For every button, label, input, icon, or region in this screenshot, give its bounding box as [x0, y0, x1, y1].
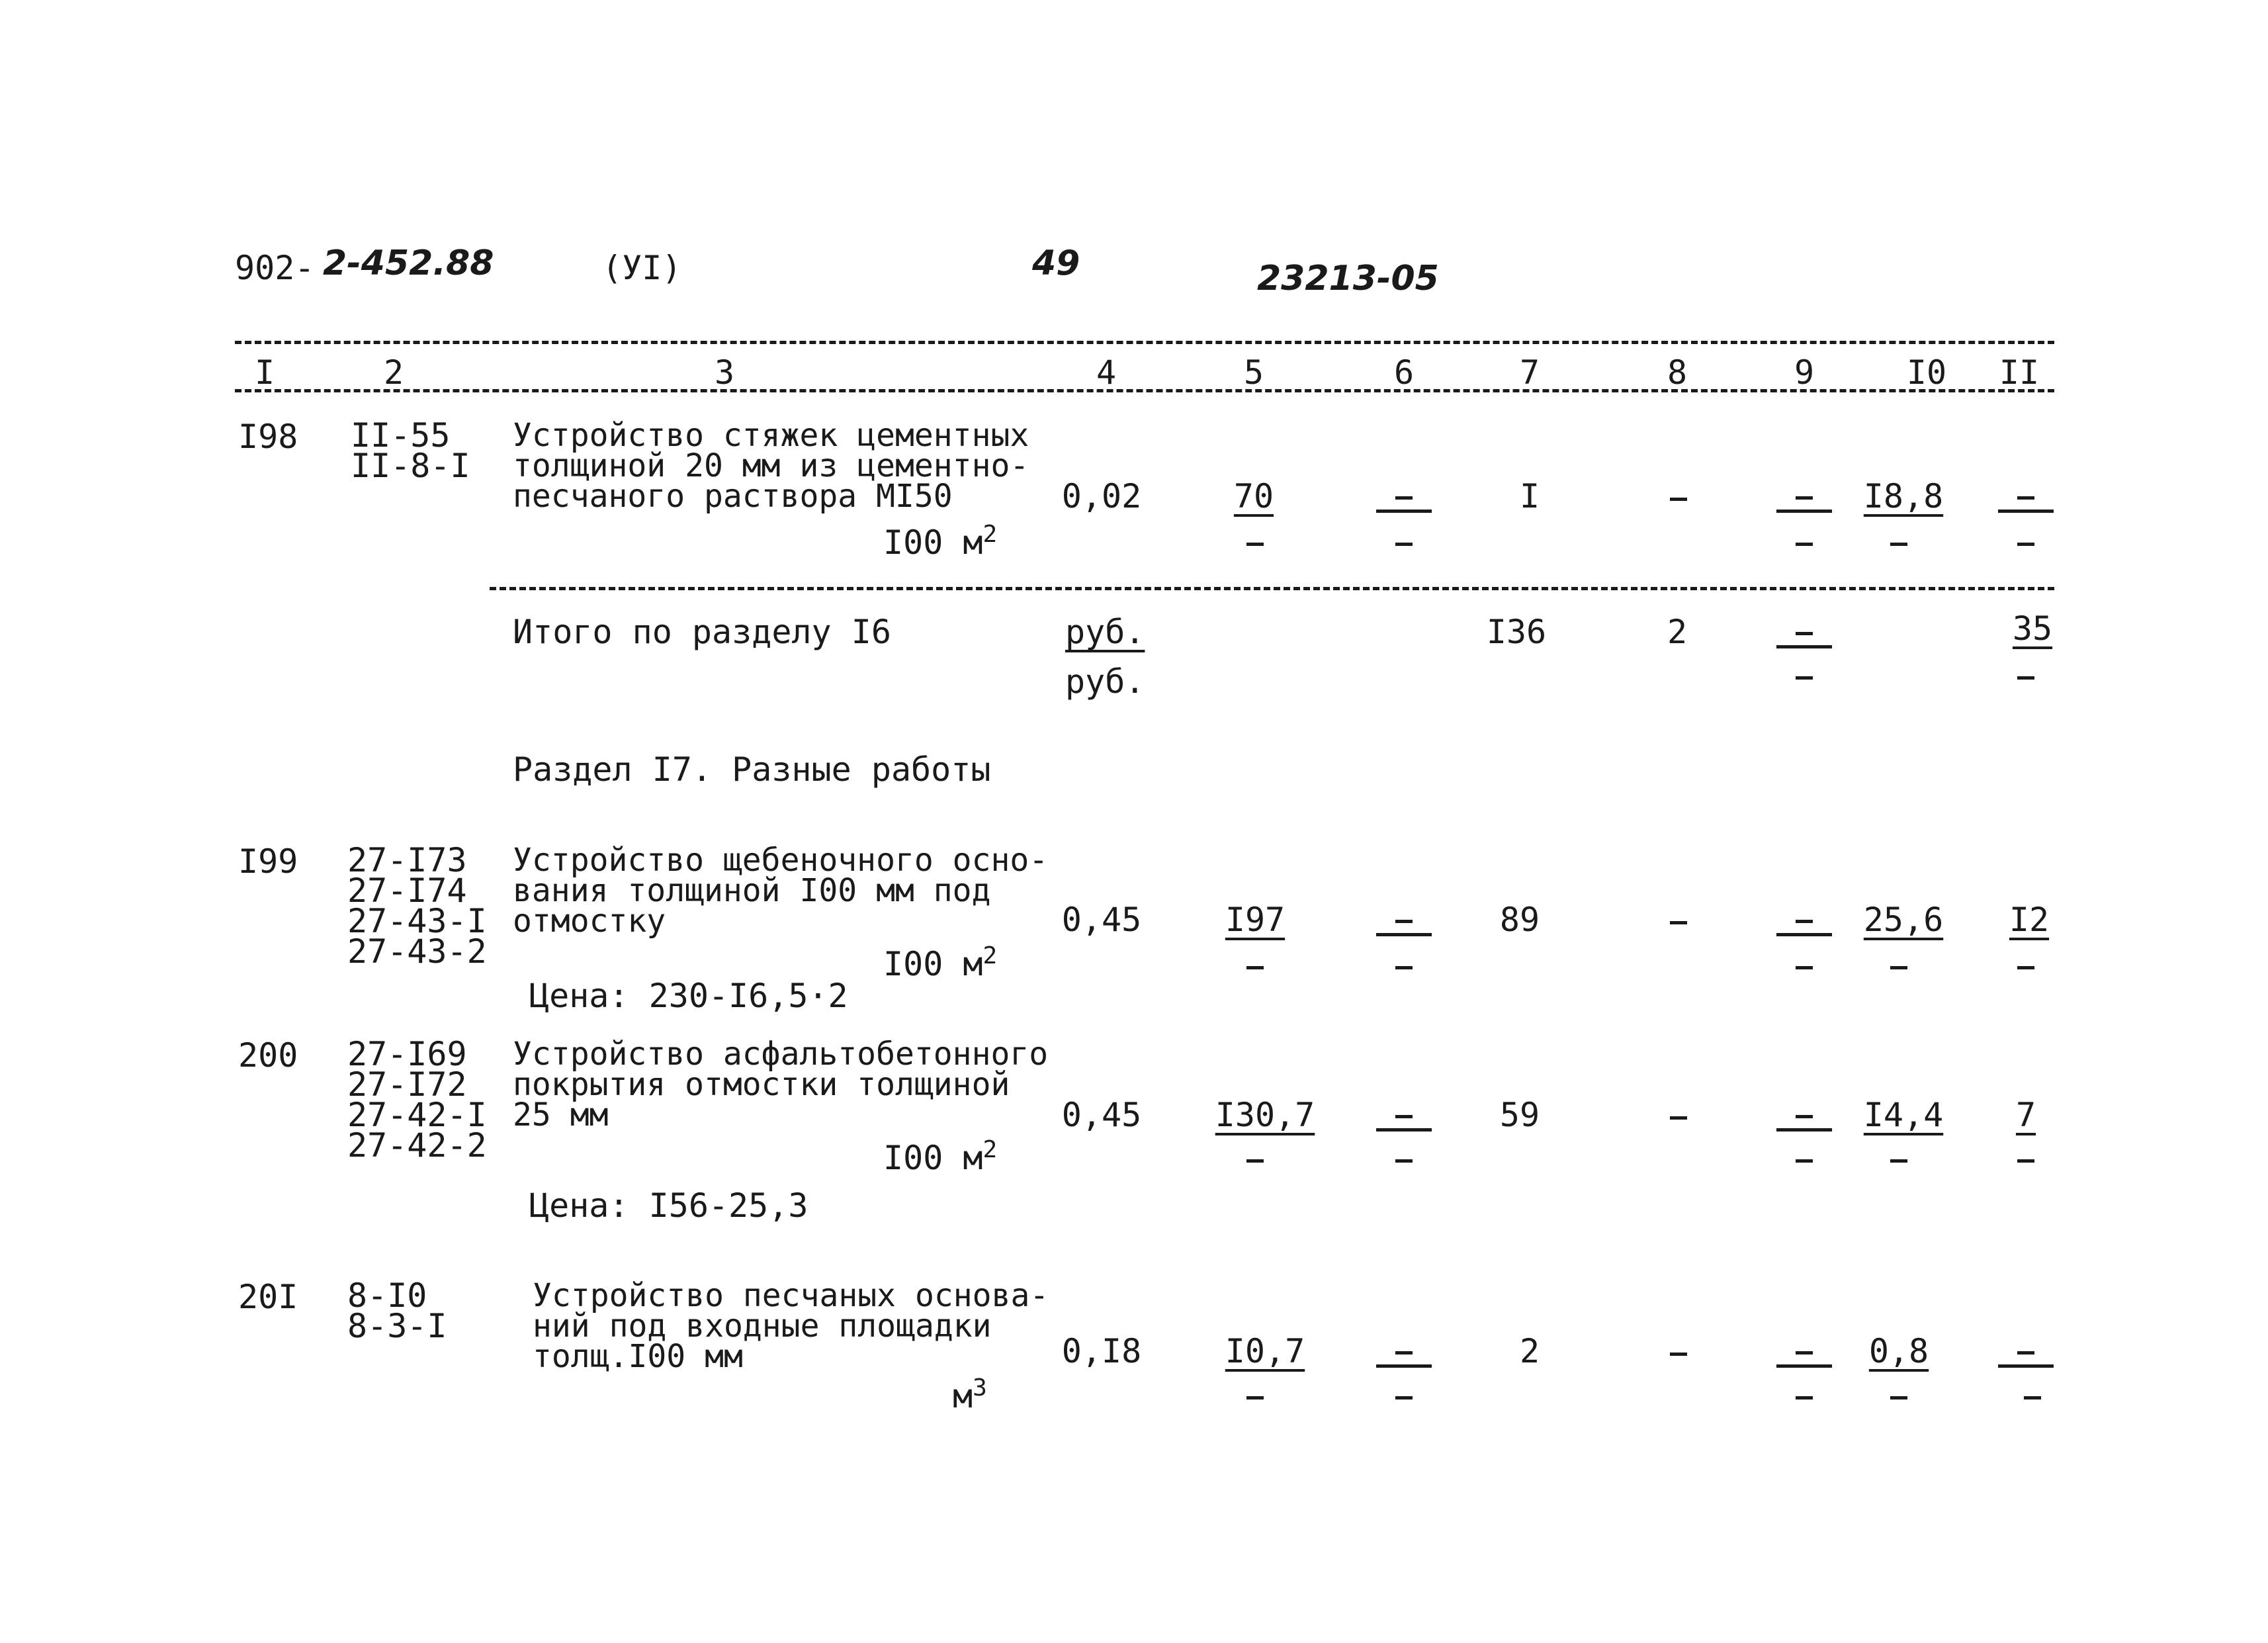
unit-label: I00 $м^2$ [883, 942, 998, 983]
column-5-dash [1246, 1396, 1264, 1399]
description-line: 25 мм [513, 1096, 609, 1133]
column-10-dash [1890, 1159, 1907, 1163]
column-9-fraction-bar [1776, 1364, 1832, 1368]
column-header-1: I [254, 353, 275, 392]
total-column-11-dash [2017, 676, 2034, 680]
column-11-dash [2017, 543, 2034, 546]
column-9-fraction-bar [1776, 510, 1832, 513]
column-5-dash [1246, 543, 1264, 546]
description-line: толщиной 20 мм из цементно- [513, 447, 1029, 484]
column-header-8: 8 [1667, 353, 1688, 392]
code-line: 27-I69 [347, 1035, 467, 1073]
column-header-7: 7 [1519, 353, 1540, 392]
column-6-fraction-bar [1376, 1364, 1432, 1368]
column-header-9: 9 [1794, 353, 1815, 392]
column-8-dash [1670, 498, 1687, 501]
column-9-dash [1796, 1159, 1813, 1163]
column-6-fraction-bar [1376, 1128, 1432, 1132]
volume-label: (УI) [602, 249, 682, 287]
total-column-8: 2 [1667, 613, 1688, 651]
column-8-dash [1670, 921, 1687, 924]
code-line: 8-3-I [347, 1307, 447, 1345]
price-note: Цена: 230-I6,5·2 [529, 977, 848, 1015]
header-bottom-rule [235, 389, 2054, 392]
header-top-rule [235, 341, 2054, 344]
column-11-dash [2017, 496, 2034, 500]
unit-label: $м^3$ [953, 1374, 987, 1415]
code-line: 27-42-2 [347, 1126, 487, 1165]
column-6-dash [1395, 1115, 1413, 1118]
column-11-value: 7 [2015, 1096, 2036, 1134]
column-5-value: I30,7 [1215, 1096, 1315, 1134]
column-header-5: 5 [1243, 353, 1264, 392]
code-line: 27-43-2 [347, 932, 487, 971]
description-line: отмостку [513, 903, 666, 940]
column-6-fraction-bar [1376, 933, 1432, 936]
column-10-dash [1890, 543, 1907, 546]
column-7-value: 89 [1499, 901, 1540, 939]
column-9-dash [1796, 496, 1813, 500]
column-9-dash [1796, 1351, 1813, 1354]
code-line: 27-I73 [347, 841, 467, 879]
description-line: вания толщиной I00 мм под [513, 872, 991, 909]
column-5-value: I97 [1225, 901, 1286, 939]
column-6-dash [1395, 1351, 1413, 1354]
column-header-4: 4 [1096, 353, 1117, 392]
price-note: Цена: I56-25,3 [529, 1186, 808, 1225]
column-6-dash [1395, 1159, 1413, 1163]
description-line: толщ.I00 мм [533, 1338, 743, 1375]
quantity-value: 0,I8 [1061, 1332, 1142, 1370]
column-11-dash [2017, 1159, 2034, 1163]
description-line: Устройство щебеночного осно- [513, 842, 1049, 879]
total-column-7: I36 [1486, 613, 1547, 651]
quantity-value: 0,02 [1061, 477, 1142, 515]
series-number-handwritten: 2-452.88 [323, 244, 494, 283]
column-6-dash [1395, 1396, 1413, 1399]
quantity-value: 0,45 [1061, 901, 1142, 939]
code-line: 27-43-I [347, 902, 487, 940]
column-10-value: I4,4 [1863, 1096, 1944, 1134]
total-unit-top: руб. [1065, 613, 1145, 651]
column-11-dash [2024, 1396, 2041, 1399]
description-line: покрытия отмостки толщиной [513, 1066, 1010, 1103]
quantity-value: 0,45 [1061, 1096, 1142, 1134]
column-10-value: 25,6 [1863, 901, 1944, 939]
total-column-9-dash [1796, 632, 1813, 635]
column-6-dash [1395, 496, 1413, 500]
column-6-dash [1395, 920, 1413, 923]
description-line: песчаного раствора МI50 [513, 478, 953, 515]
column-header-11: II [1999, 353, 2040, 392]
column-5-dash [1246, 1159, 1264, 1163]
column-11-value: I2 [2009, 901, 2050, 939]
column-10-value: 0,8 [1868, 1332, 1929, 1370]
code-line: II-8-I [351, 447, 470, 485]
page-number: 49 [1032, 244, 1080, 283]
column-11-fraction-bar [1998, 1364, 2054, 1368]
column-header-3: 3 [714, 353, 735, 392]
column-7-value: 59 [1499, 1096, 1540, 1134]
total-column-9-dash [1796, 676, 1813, 680]
column-header-10: I0 [1906, 353, 1947, 392]
column-9-fraction-bar [1776, 933, 1832, 936]
column-6-fraction-bar [1376, 510, 1432, 513]
description-line: Устройство песчаных основа- [533, 1277, 1049, 1314]
total-column-11: 35 [2012, 609, 2053, 648]
code-line: 27-I72 [347, 1065, 467, 1104]
column-9-dash [1796, 966, 1813, 969]
row-number: 20I [238, 1278, 298, 1316]
subtotal-rule [490, 587, 2054, 590]
row-number: 200 [238, 1036, 298, 1075]
column-8-dash [1670, 1116, 1687, 1120]
description-line: Устройство асфальтобетонного [513, 1036, 1049, 1073]
total-column-9-fraction-bar [1776, 645, 1832, 648]
column-8-dash [1670, 1353, 1687, 1356]
series-prefix: 902- [235, 249, 315, 287]
column-9-fraction-bar [1776, 1128, 1832, 1132]
column-header-6: 6 [1393, 353, 1415, 392]
column-6-dash [1395, 543, 1413, 546]
section-title: Раздел I7. Разные работы [513, 750, 991, 789]
code-line: II-55 [351, 416, 451, 455]
column-7-value: I [1519, 477, 1540, 515]
description-line: ний под входные площадки [533, 1308, 992, 1345]
column-6-dash [1395, 966, 1413, 969]
column-10-dash [1890, 966, 1907, 969]
column-10-value: I8,8 [1863, 477, 1944, 515]
column-header-2: 2 [383, 353, 404, 392]
column-11-dash [2017, 1351, 2034, 1354]
column-9-dash [1796, 1115, 1813, 1118]
column-9-dash [1796, 543, 1813, 546]
unit-label: I00 $м^2$ [883, 521, 998, 562]
column-5-dash [1246, 966, 1264, 969]
description-line: Устройство стяжек цементных [513, 417, 1029, 454]
row-number: I99 [238, 842, 298, 881]
code-line: 27-42-I [347, 1096, 487, 1134]
unit-label: I00 $м^2$ [883, 1136, 998, 1177]
code-line: 8-I0 [347, 1276, 427, 1315]
row-number: I98 [238, 418, 298, 456]
column-11-dash [2017, 966, 2034, 969]
column-5-value: I0,7 [1225, 1332, 1305, 1370]
column-7-value: 2 [1519, 1332, 1540, 1370]
column-9-dash [1796, 920, 1813, 923]
column-10-dash [1890, 1396, 1907, 1399]
total-label: Итого по разделу I6 [513, 613, 891, 651]
code-line: 27-I74 [347, 871, 467, 910]
column-5-value: 70 [1233, 477, 1274, 515]
document-number: 23213-05 [1257, 259, 1439, 298]
total-unit-bottom: руб. [1065, 662, 1145, 701]
column-11-fraction-bar [1998, 510, 2054, 513]
column-9-dash [1796, 1396, 1813, 1399]
